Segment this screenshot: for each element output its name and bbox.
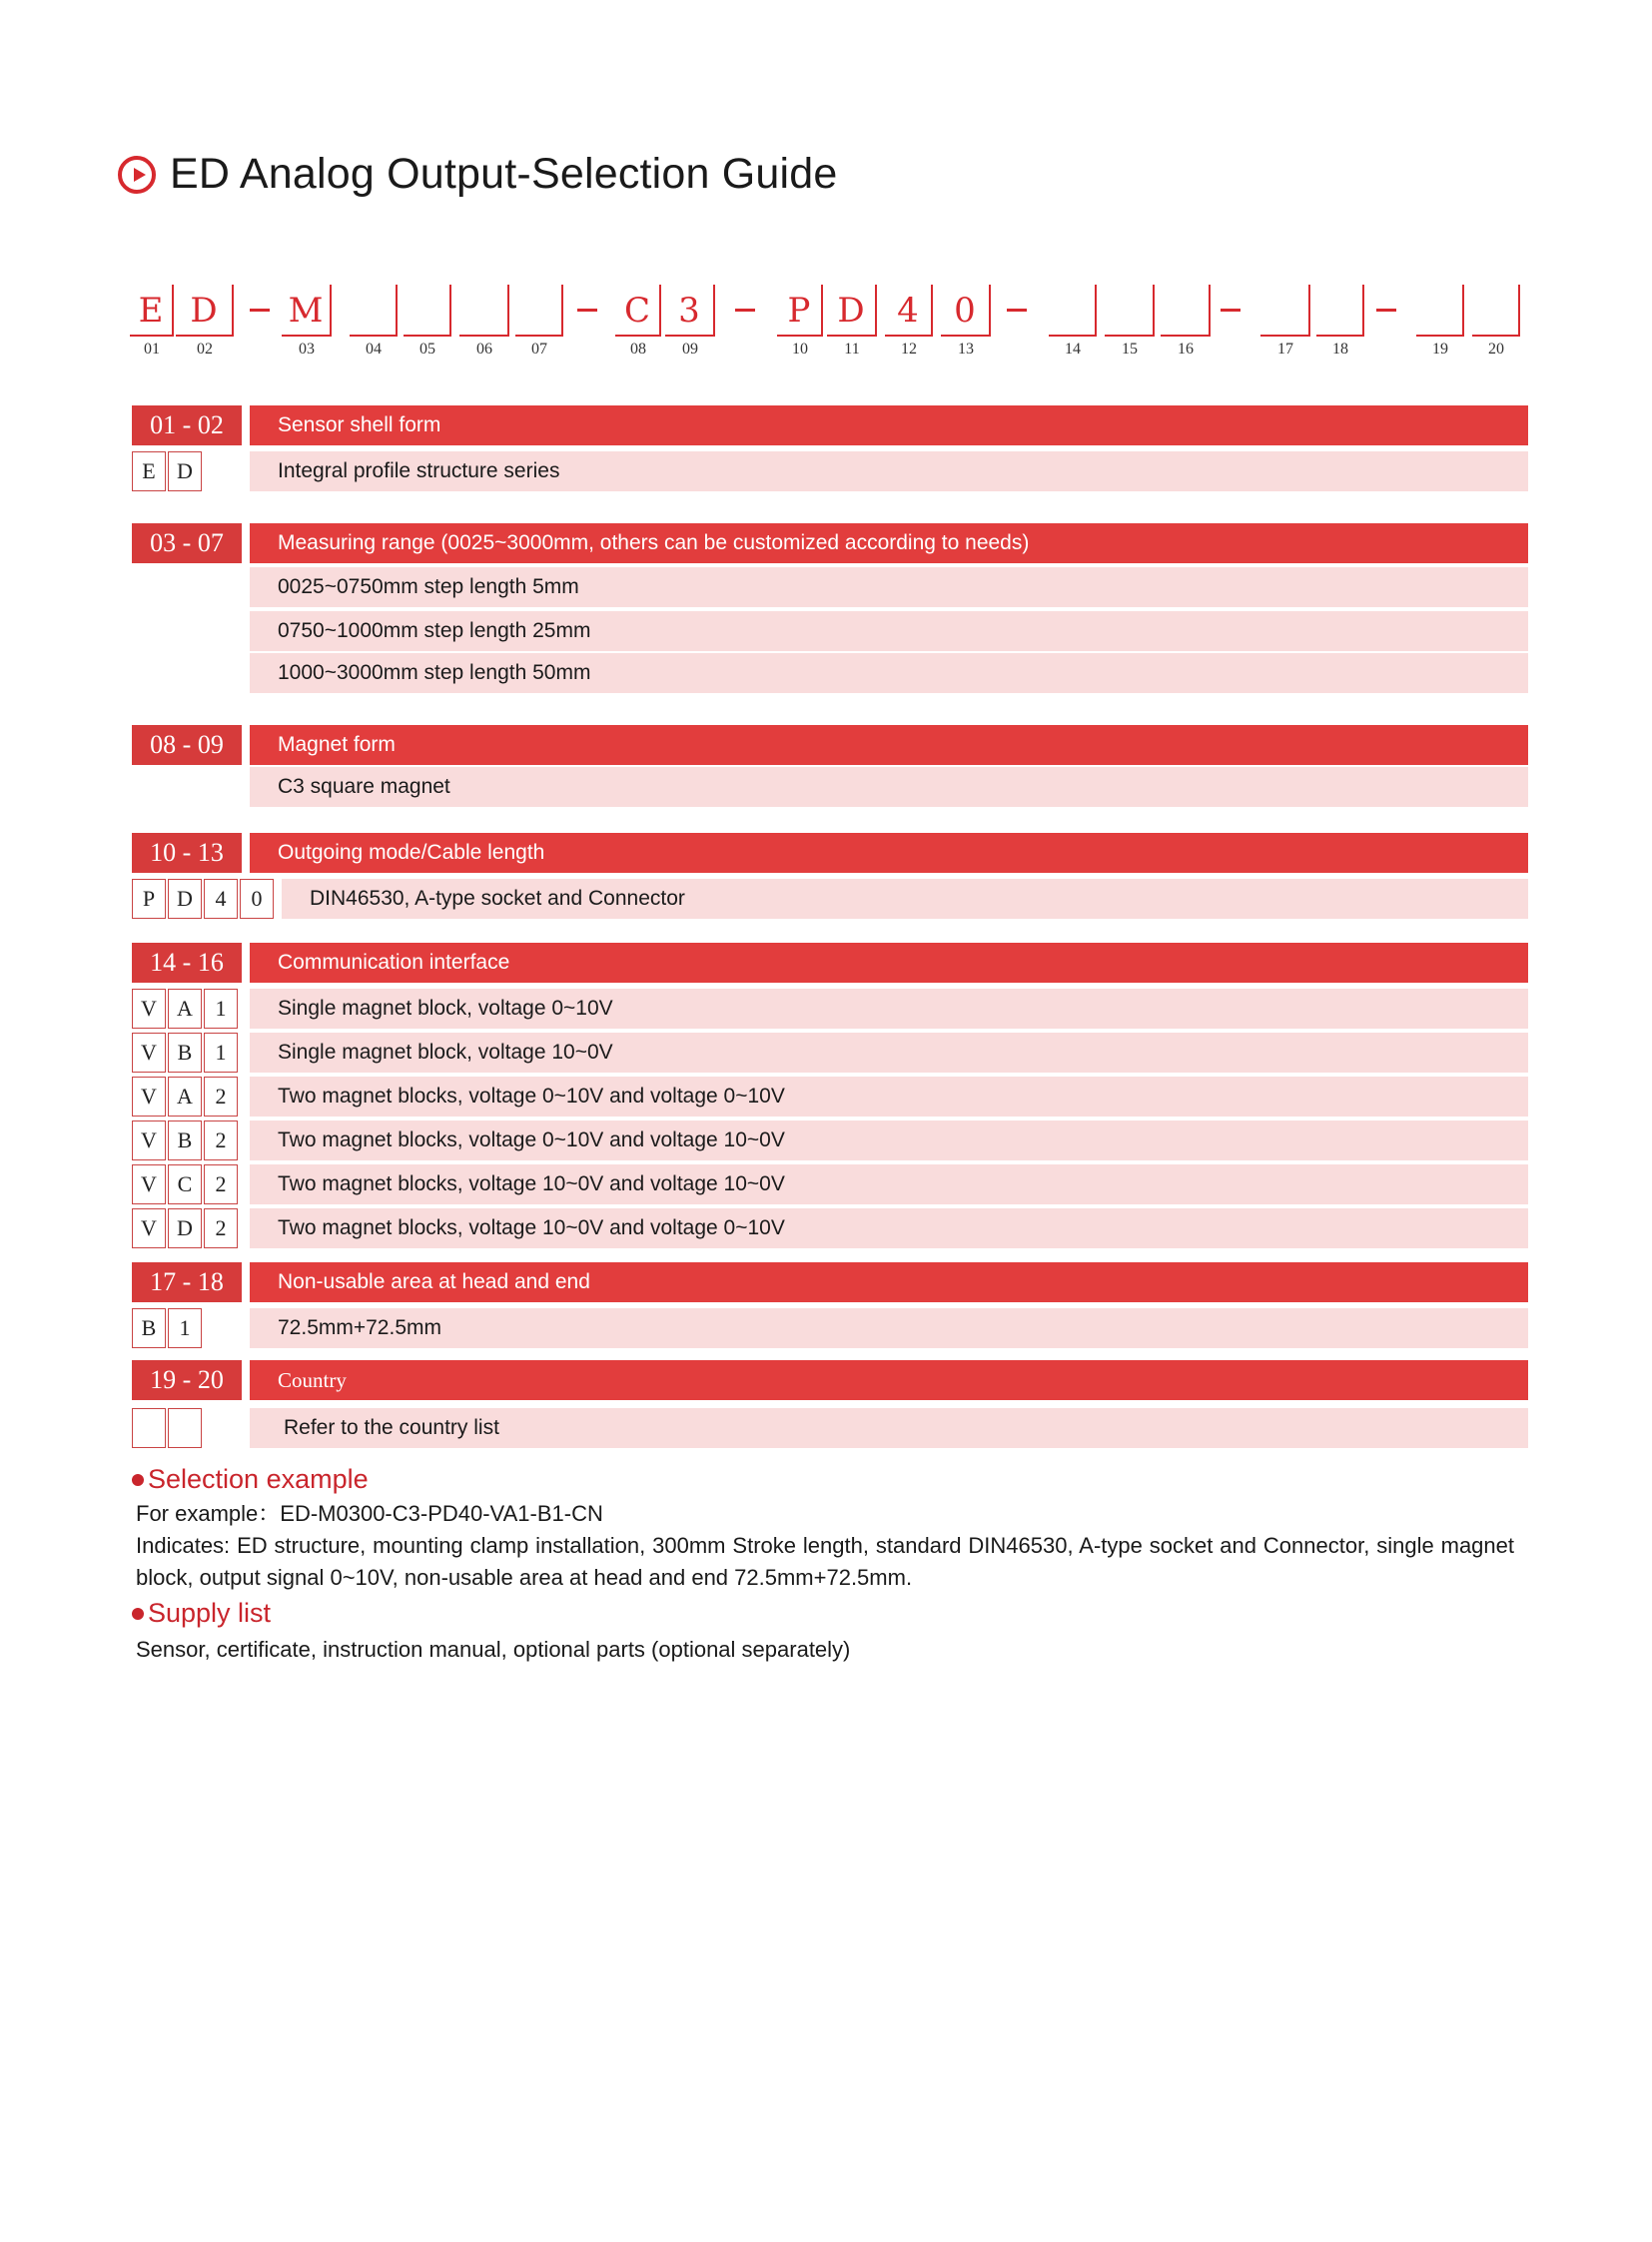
code-position-number: 09 — [682, 341, 698, 358]
code-box: V — [132, 1164, 166, 1204]
bullet-icon — [132, 1608, 144, 1620]
option-row: Single magnet block, voltage 0~10V — [250, 989, 1528, 1029]
code-boxes — [132, 1121, 240, 1160]
code-char: 4 — [897, 291, 919, 331]
page-title-text: ED Analog Output-Selection Guide — [170, 150, 838, 198]
code-position-number: 08 — [630, 341, 646, 358]
code-position-number: 07 — [531, 341, 547, 358]
play-circle-icon — [118, 156, 156, 194]
code-box: D — [168, 879, 202, 919]
code-boxes — [132, 451, 204, 491]
code-box: C — [168, 1164, 202, 1204]
code-position-number: 20 — [1488, 341, 1504, 358]
code-box: V — [132, 1077, 166, 1117]
code-box: V — [132, 1121, 166, 1160]
model-code-line — [0, 285, 1652, 365]
code-box: A — [168, 1077, 202, 1117]
code-position-number: 13 — [958, 341, 974, 358]
code-position-number: 19 — [1432, 341, 1448, 358]
code-char: D — [190, 291, 218, 331]
code-boxes — [132, 1208, 240, 1248]
code-position-number: 16 — [1178, 341, 1194, 358]
code-boxes — [132, 1308, 204, 1348]
supply-list-heading: Supply list — [132, 1598, 271, 1629]
code-position-number: 17 — [1277, 341, 1293, 358]
code-boxes — [132, 879, 276, 919]
code-separator-dash — [1007, 309, 1027, 312]
code-slot-02 — [176, 285, 234, 337]
code-box: V — [132, 1033, 166, 1073]
option-row: Refer to the country list — [250, 1408, 1528, 1448]
code-position-number: 11 — [844, 341, 860, 358]
example-line: For example：ED-M0300-C3-PD40-VA1-B1-CN — [136, 1501, 603, 1526]
code-slot-11 — [827, 285, 877, 337]
section-code-label: 14 - 16 — [132, 943, 242, 983]
bullet-icon — [132, 1474, 144, 1486]
code-box: 1 — [168, 1308, 202, 1348]
section-code-label: 19 - 20 — [132, 1360, 242, 1400]
section-code-label: 10 - 13 — [132, 833, 242, 873]
code-position-number: 10 — [792, 341, 808, 358]
code-slot-20 — [1472, 285, 1520, 337]
option-row: Integral profile structure series — [250, 451, 1528, 491]
code-box: V — [132, 1208, 166, 1248]
section-header: Non-usable area at head and end — [250, 1262, 1528, 1302]
code-char: D — [837, 291, 865, 331]
option-row: Single magnet block, voltage 10~0V — [250, 1033, 1528, 1073]
code-slot-15 — [1105, 285, 1155, 337]
section-header: Sensor shell form — [250, 405, 1528, 445]
code-slot-03 — [282, 285, 332, 337]
code-slot-13 — [941, 285, 991, 337]
section-header: Outgoing mode/Cable length — [250, 833, 1528, 873]
code-slot-08 — [615, 285, 661, 337]
code-boxes — [132, 1408, 204, 1448]
code-separator-dash — [1221, 309, 1240, 312]
option-row: Two magnet blocks, voltage 10~0V and voltage 10~0V — [250, 1164, 1528, 1204]
section-header: Measuring range (0025~3000mm, others can be customized according to needs) — [250, 523, 1528, 563]
option-row: C3 square magnet — [250, 767, 1528, 807]
code-position-number: 14 — [1065, 341, 1081, 358]
code-separator-dash — [577, 309, 597, 312]
code-position-number: 01 — [144, 341, 160, 358]
code-box: E — [132, 451, 166, 491]
code-position-number: 05 — [419, 341, 435, 358]
code-char: E — [138, 291, 164, 331]
option-row: 0025~0750mm step length 5mm — [250, 567, 1528, 607]
code-box: B — [168, 1033, 202, 1073]
supply-list-text: Sensor, certificate, instruction manual, optional parts (optional separately) — [136, 1637, 851, 1662]
code-separator-dash — [735, 309, 755, 312]
code-box: P — [132, 879, 166, 919]
code-box: 4 — [204, 879, 238, 919]
option-row: Two magnet blocks, voltage 0~10V and voltage 10~0V — [250, 1121, 1528, 1160]
code-position-number: 12 — [901, 341, 917, 358]
code-slot-01 — [130, 285, 174, 337]
code-separator-dash — [250, 309, 270, 312]
code-char: C — [623, 291, 650, 331]
code-position-number: 18 — [1332, 341, 1348, 358]
code-slot-12 — [885, 285, 933, 337]
code-box: D — [168, 1208, 202, 1248]
code-separator-dash — [1376, 309, 1396, 312]
code-char: P — [787, 291, 811, 331]
code-char: M — [288, 291, 324, 331]
code-slot-09 — [665, 285, 715, 337]
code-box: 0 — [240, 879, 274, 919]
option-row: Two magnet blocks, voltage 0~10V and voltage 0~10V — [250, 1077, 1528, 1117]
code-boxes — [132, 1033, 240, 1073]
code-boxes — [132, 989, 240, 1029]
option-row: 0750~1000mm step length 25mm — [250, 611, 1528, 651]
code-slot-17 — [1260, 285, 1310, 337]
code-slot-06 — [459, 285, 509, 337]
section-code-label: 01 - 02 — [132, 405, 242, 445]
code-slot-07 — [515, 285, 563, 337]
code-box: 2 — [204, 1077, 238, 1117]
example-description: Indicates: ED structure, mounting clamp installation, 300mm Stroke length, standard DIN46530, A-type socket and Connector, single magnet block, output signal 0~10V, non-usable area at head and end 72.5mm+72.5mm. — [136, 1533, 1514, 1590]
option-row: 72.5mm+72.5mm — [250, 1308, 1528, 1348]
section-code-label: 03 - 07 — [132, 523, 242, 563]
option-row: 1000~3000mm step length 50mm — [250, 653, 1528, 693]
code-box — [168, 1408, 202, 1448]
code-box: B — [132, 1308, 166, 1348]
code-slot-05 — [404, 285, 451, 337]
section-code-label: 08 - 09 — [132, 725, 242, 765]
code-char: 3 — [678, 291, 700, 331]
code-box: 1 — [204, 989, 238, 1029]
code-box: A — [168, 989, 202, 1029]
page-title — [118, 150, 838, 199]
code-box: 2 — [204, 1121, 238, 1160]
option-row: Two magnet blocks, voltage 10~0V and voltage 0~10V — [250, 1208, 1528, 1248]
code-slot-14 — [1049, 285, 1097, 337]
code-boxes — [132, 1164, 240, 1204]
code-slot-10 — [777, 285, 823, 337]
code-position-number: 02 — [197, 341, 213, 358]
code-position-number: 06 — [476, 341, 492, 358]
code-box: V — [132, 989, 166, 1029]
code-box: 1 — [204, 1033, 238, 1073]
section-header: Country — [250, 1360, 1528, 1400]
code-box: B — [168, 1121, 202, 1160]
code-slot-19 — [1416, 285, 1464, 337]
code-boxes — [132, 1077, 240, 1117]
code-slot-18 — [1316, 285, 1364, 337]
section-header: Magnet form — [250, 725, 1528, 765]
code-box: D — [168, 451, 202, 491]
code-box: 2 — [204, 1208, 238, 1248]
code-position-number: 03 — [299, 341, 315, 358]
code-char: 0 — [954, 291, 976, 331]
code-slot-16 — [1161, 285, 1211, 337]
option-row: DIN46530, A-type socket and Connector — [282, 879, 1528, 919]
code-position-number: 15 — [1122, 341, 1138, 358]
code-slot-04 — [350, 285, 398, 337]
code-box — [132, 1408, 166, 1448]
code-position-number: 04 — [366, 341, 382, 358]
section-code-label: 17 - 18 — [132, 1262, 242, 1302]
code-box: 2 — [204, 1164, 238, 1204]
selection-example-heading: Selection example — [132, 1464, 369, 1495]
section-header: Communication interface — [250, 943, 1528, 983]
